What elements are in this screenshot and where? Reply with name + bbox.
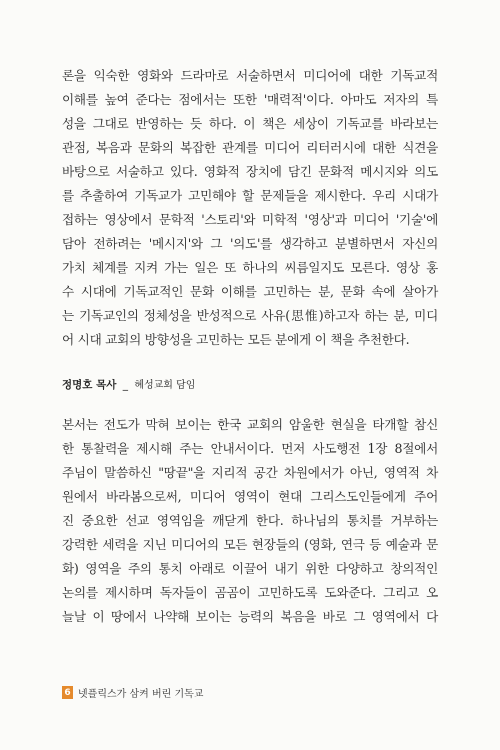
attribution-separator: _ — [122, 379, 128, 391]
text-line: 늘날 이 땅에서 나약해 보이는 능력의 복음을 바로 그 영역에서 다 — [62, 609, 438, 624]
text-line: 원에서 바라봄으로써, 미디어 영역이 현대 그리스도인들에게 주어 — [62, 489, 438, 504]
recommendation-paragraph-1 — [62, 64, 438, 352]
text-line: 진 중요한 선교 영역임을 깨닫게 한다. 하나님의 통치를 거부하는 — [62, 513, 438, 528]
text-line: 화) 영역을 주의 통치 아래로 이끌어 내기 위한 다양하고 창의적인 — [62, 561, 438, 576]
text-line: 를 추출하여 기독교가 고민해야 할 문제들을 제시한다. 우리 시대가 — [62, 188, 438, 203]
text-line: 관점, 복음과 문화의 복잡한 관계를 미디어 리터러시에 대한 식견을 — [62, 140, 438, 155]
text-line: 수 시대에 기독교적인 문화 이해를 고민하는 분, 문화 속에 살아가 — [62, 284, 438, 299]
text-line: 담아 전하려는 '메시지'와 그 '의도'를 생각하고 분별하면서 자신의 — [62, 236, 438, 251]
text-line: 본서는 전도가 막혀 보이는 한국 교회의 암울한 현실을 타개할 참신 — [62, 417, 438, 432]
text-line: 성을 그대로 반영하는 듯 하다. 이 책은 세상이 기독교를 바라보는 — [62, 116, 438, 131]
text-line: 론을 익숙한 영화와 드라마로 서술하면서 미디어에 대한 기독교적 — [62, 68, 438, 83]
page-number: 6 — [62, 686, 73, 699]
text-line: 어 시대 교회의 방향성을 고민하는 모든 분에게 이 책을 추천한다. — [62, 332, 410, 347]
text-line: 바탕으로 서술하고 있다. 영화적 장치에 담긴 문화적 메시지와 의도 — [62, 164, 438, 179]
text-line: 가치 체계를 지켜 가는 일은 또 하나의 씨름일지도 모른다. 영상 홍 — [62, 260, 438, 275]
text-line: 강력한 세력을 지닌 미디어의 모든 현장들의 (영화, 연극 등 예술과 문 — [62, 537, 438, 552]
text-line: 한 통찰력을 제시해 주는 안내서이다. 먼저 사도행전 1장 8절에서 — [62, 441, 438, 456]
running-book-title: 넷플릭스가 삼켜 버린 기독교 — [78, 689, 204, 700]
text-line: 논의를 제시하며 독자들이 곰곰이 고민하도록 도와준다. 그리고 오 — [62, 585, 438, 600]
recommender-attribution — [62, 376, 195, 392]
recommendation-paragraph-2 — [62, 413, 438, 629]
recommender-name: 정명호 목사 — [62, 379, 117, 391]
text-line: 접하는 영상에서 문학적 '스토리'와 미학적 '영상'과 미디어 '기술'에 — [62, 212, 438, 227]
page-footer — [62, 685, 203, 700]
recommender-role: 혜성교회 담임 — [134, 380, 196, 391]
text-line: 는 기독교인의 정체성을 반성적으로 사유(思惟)하고자 하는 분, 미디 — [62, 308, 438, 323]
text-line: 주님이 말씀하신 "땅끝"을 지리적 공간 차원에서가 아닌, 영역적 차 — [62, 465, 438, 480]
text-line: 이해를 높여 준다는 점에서는 또한 '매력적'이다. 아마도 저자의 특 — [62, 92, 438, 107]
